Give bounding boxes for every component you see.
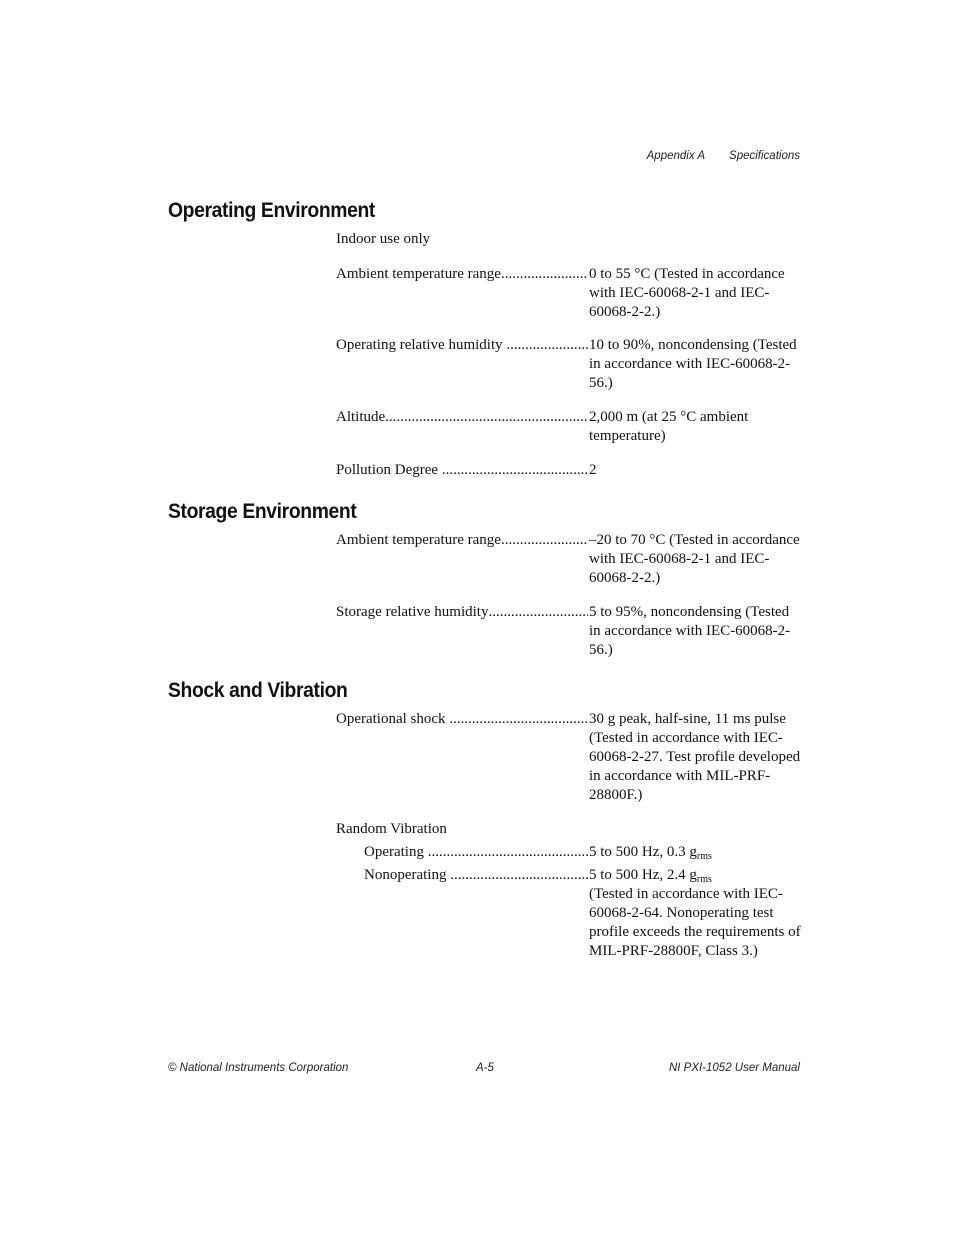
spec-value: 0 to 55 °C (Tested in accordance with IEC-60068-2-1 and IEC-60068-2-2.) (589, 266, 785, 320)
spec-label: Ambient temperature range (336, 266, 501, 282)
spec-label: Pollution Degree (336, 462, 439, 478)
header-section: Specifications (729, 150, 800, 162)
spec-pollution-degree (336, 461, 806, 480)
footer-copyright: © National Instruments Corporation (168, 1062, 349, 1074)
random-vibration-label: Random Vibration (336, 821, 447, 837)
spec-vibration-nonoperating (336, 866, 806, 961)
heading-shock-and-vibration: Shock and Vibration (168, 679, 348, 702)
nonoperating-value-text: 5 to 500 Hz, 2.4 g (589, 867, 697, 883)
spec-operating-ambient (336, 265, 806, 322)
spec-value (588, 866, 803, 961)
spec-operating-humidity (336, 336, 806, 393)
running-header (647, 150, 800, 162)
nonoperating-note: (Tested in accordance with IEC-60068-2-64. Nonoperating test profile exceeds the requirements of MIL-PRF-28800F, Class 3.) (589, 886, 801, 959)
rms-subscript: rms (696, 851, 712, 862)
spec-value: 30 g peak, half-sine, 11 ms pulse (Tested in accordance with IEC-60068-2-27. Test profile developed in accordance with MIL-PRF-28800F.) (589, 711, 801, 803)
indoor-use-note: Indoor use only (336, 231, 431, 247)
heading-operating-environment: Operating Environment (168, 199, 375, 222)
spec-value: 5 to 95%, noncondensing (Tested in accordance with IEC-60068-2-56.) (589, 604, 791, 658)
spec-label: Ambient temperature range (336, 532, 501, 548)
spec-label: Altitude (336, 409, 386, 425)
spec-label: Operational shock (336, 711, 446, 727)
spec-label: Nonoperating (364, 867, 447, 883)
header-chapter: Appendix A (646, 150, 706, 162)
spec-operational-shock (336, 710, 806, 805)
spec-vibration-operating (336, 843, 806, 862)
spec-label: Operating relative humidity (336, 337, 503, 353)
footer-page-number: A-5 (476, 1062, 494, 1074)
spec-label: Operating (364, 844, 424, 860)
operating-value-text: 5 to 500 Hz, 0.3 g (589, 844, 697, 860)
rms-subscript: rms (696, 874, 712, 885)
spec-label: Storage relative humidity (336, 604, 489, 620)
spec-storage-humidity (336, 603, 806, 660)
spec-value (588, 843, 803, 862)
spec-altitude (336, 408, 806, 446)
spec-storage-ambient (336, 531, 806, 588)
spec-value: 10 to 90%, noncondensing (Tested in accordance with IEC-60068-2-56.) (589, 337, 797, 391)
spec-value: 2 (589, 462, 597, 478)
footer-manual-title: NI PXI-1052 User Manual (668, 1062, 800, 1074)
spec-value: –20 to 70 °C (Tested in accordance with IEC-60068-2-1 and IEC-60068-2-2.) (589, 532, 800, 586)
heading-storage-environment: Storage Environment (168, 500, 357, 523)
spec-value: 2,000 m (at 25 °C ambient temperature) (589, 409, 749, 444)
